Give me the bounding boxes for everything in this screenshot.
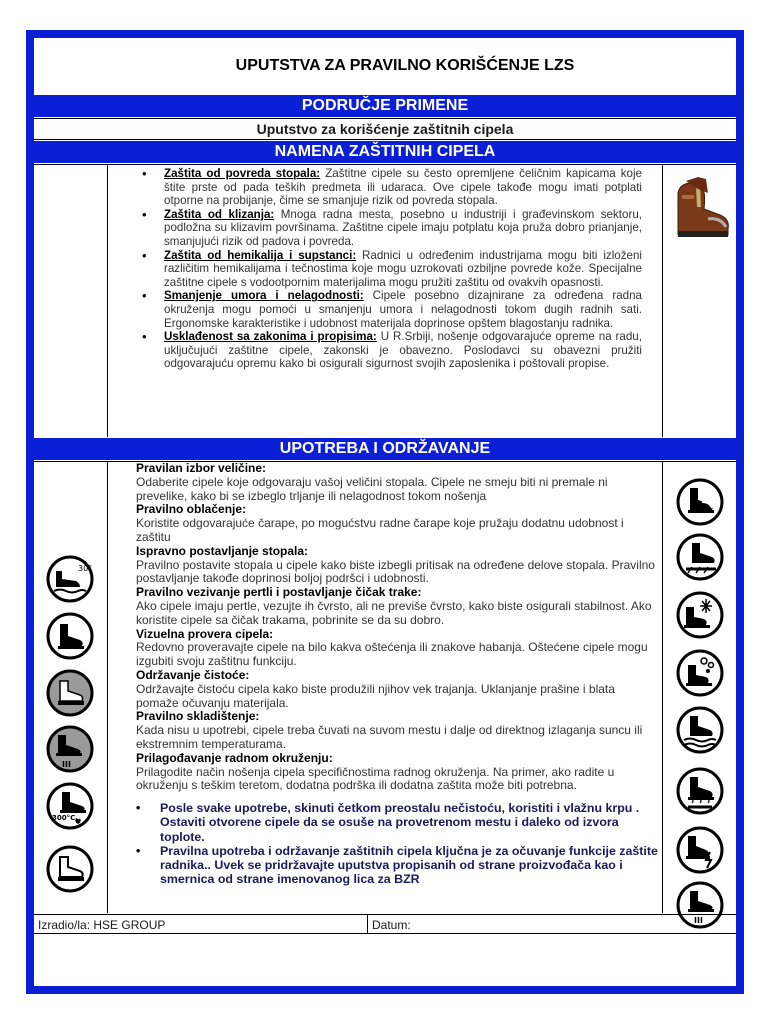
document-page xyxy=(34,38,736,986)
document-frame xyxy=(26,30,744,994)
boot-chemical-icon xyxy=(676,649,724,697)
footer-made-by: Izradio/la: HSE GROUP xyxy=(38,918,166,932)
usage-text: Odaberite cipele koje odgovaraju vašoj veličini stopala. Cipele ne smeju biti ni premale ni prevelike, kako bi se izbeglo trljanje ili nelagodnost tokom nošenja xyxy=(136,474,608,503)
usage-text: Redovno proveravajte cipele na bilo kakva oštećenja ili znakove habanja. Oštećene cipele mogu izgubiti svoju zaštitnu funkciju. xyxy=(136,640,648,669)
boot-electrical-icon xyxy=(676,826,724,874)
scope-header: PODRUČJE PRIMENE xyxy=(34,95,736,117)
boot-outline-icon xyxy=(46,845,94,893)
usage-heading: Ispravno postavljanje stopala: xyxy=(136,543,309,558)
usage-text: Održavajte čistoću cipela kako biste produžili njihov vek trajanja. Uklanjanje prašine i blata pomaže očuvanju materijala. xyxy=(136,681,615,710)
usage-heading: Pravilan izbor veličine: xyxy=(136,461,267,475)
usage-text: Ako cipele imaju pertle, vezujte ih čvrsto, ali ne previše čvrsto, kako biste osigurali stabilnost. Ako koristite cipele sa čičak trakama, pobrinite se da su dobro. xyxy=(136,598,652,627)
boot-cold-insulation-icon xyxy=(676,591,724,639)
purpose-item: • Zaštita od hemikalija i supstanci: Radnici u određenim industrijama mogu biti izloženi različitim hemikalijama i tečnostima koje mogu uzrokovati ozbiljne povrede kože. Specijalne zaštitne cipele s vodootpornim materijalima mogu pružiti zaštitu od ovakvih opasnosti. xyxy=(142,249,642,290)
usage-text: Prilagodite način nošenja cipela specifičnostima radnog okruženja. Na primer, ako radite u okruženju s teškim teretom, dodatna podrška ili dodatna zaštita može biti potrebna. xyxy=(136,764,615,793)
boot-wash-30-icon xyxy=(46,555,94,603)
boot-grey-icon xyxy=(46,669,94,717)
boot-toe-cap-icon xyxy=(676,478,724,526)
boot-heat-300-icon xyxy=(46,782,94,830)
usage-heading: Vizuelna provera cipela: xyxy=(136,626,274,641)
boot-heat-resistant-icon xyxy=(676,767,724,815)
svg-text:III: III xyxy=(694,916,703,925)
usage-bullet-list xyxy=(136,801,658,886)
boot-slip-resistant-icon xyxy=(676,533,724,581)
purpose-section xyxy=(34,164,736,437)
safety-boot-image xyxy=(668,173,734,241)
svg-text:30°: 30° xyxy=(78,564,93,573)
boot-water-resistant-icon xyxy=(676,706,724,754)
svg-text:III: III xyxy=(62,760,71,769)
purpose-item: • Smanjenje umora i nelagodnosti: Cipele posebno dizajnirane za određena radna okruženja mogu pomoći u smanjenju umora i nelagodnosti tokom dugih radnih sati. Ergonomske karakteristike i udobnost materijala doprinose opštem blagostanju radnika. xyxy=(142,289,642,330)
document-title: UPUTSTVA ZA PRAVILNO KORIŠĆENJE LZS xyxy=(235,57,575,74)
purpose-list xyxy=(142,167,642,371)
usage-heading: Pravilno oblačenje: xyxy=(136,502,247,517)
purpose-item: • Usklađenost sa zakonima i propisima: U R.Srbiji, nošenje odgovarajuće opreme na radu, uključujući zaštitne cipele, zakonski je obavezno. Poslodavci su obavezni pružiti odgovarajuću opremu kako bi osigurali sigurnost svojih zaposlenika i poštovali propise. xyxy=(142,330,642,371)
footer-row xyxy=(34,914,736,934)
scope-text: Uputstvo za korišćenje zaštitnih cipela xyxy=(34,118,736,140)
usage-header: UPOTREBA I ODRŽAVANJE xyxy=(34,438,736,460)
usage-text: Koristite odgovarajuće čarape, po mogućstvu radne čarape koje pružaju dodatnu udobnost i zaštitu xyxy=(136,516,624,544)
usage-bullet: • Pravilna upotreba i održavanje zaštitnih cipela ključna je za očuvanje funkcije zaštite radnika.. Uvek se pridržavajte uputstva propisanih od strane proizvođača kao i smernica od strane imenovanog lica za BZR xyxy=(136,844,658,887)
purpose-header: NAMENA ZAŠTITNIH CIPELA xyxy=(34,141,736,163)
purpose-item: • Zaštita od povreda stopala: Zaštitne cipele su često opremljene čeličnim kapicama koje štite prste od pada teških predmeta ili udaraca. Ove cipele takođe mogu imati potplati otporne na probijanje, čime se smanjuje rizik od povreda stopala. xyxy=(142,167,642,208)
usage-heading: Pravilno skladištenje: xyxy=(136,709,260,724)
usage-text: Pravilno postavite stopala u cipele kako biste izbegli pritisak na određene delove stopala. Pravilno postavljanje takođe doprinosi boljoj podršci i udobnosti. xyxy=(136,557,655,586)
svg-text:300°C: 300°C xyxy=(52,814,76,822)
usage-content xyxy=(136,462,658,886)
usage-text: Kada nisu u upotrebi, cipele treba čuvati na suvom mestu i dalje od direktnog izlaganja suncu ili ekstremnim temperaturama. xyxy=(136,723,643,751)
boot-icon xyxy=(46,612,94,660)
footer-date: Datum: xyxy=(372,918,411,932)
usage-heading: Održavanje čistoće: xyxy=(136,667,250,682)
purpose-item: • Zaštita od klizanja: Mnoga radna mesta, posebno u industriji i građevinskom sektoru, podložna su klizavim površinama. Zaštitne cipele imaju potplatu koja pruža dobro prianjanje, smanjujući rizik od padova i povreda. xyxy=(142,208,642,249)
usage-bullet: • Posle svake upotrebe, skinuti četkom preostalu nečistoću, koristiti i vlažnu krpu . Ostaviti otvorene cipele da se osuše na provetrenom mestu i daleko od izvora toplote. xyxy=(136,801,658,844)
boot-class-iii-icon xyxy=(46,725,94,773)
usage-heading: Pravilno vezivanje pertli i postavljanje čičak trake: xyxy=(136,585,422,600)
usage-heading: Prilagođavanje radnom okruženju: xyxy=(136,750,333,765)
